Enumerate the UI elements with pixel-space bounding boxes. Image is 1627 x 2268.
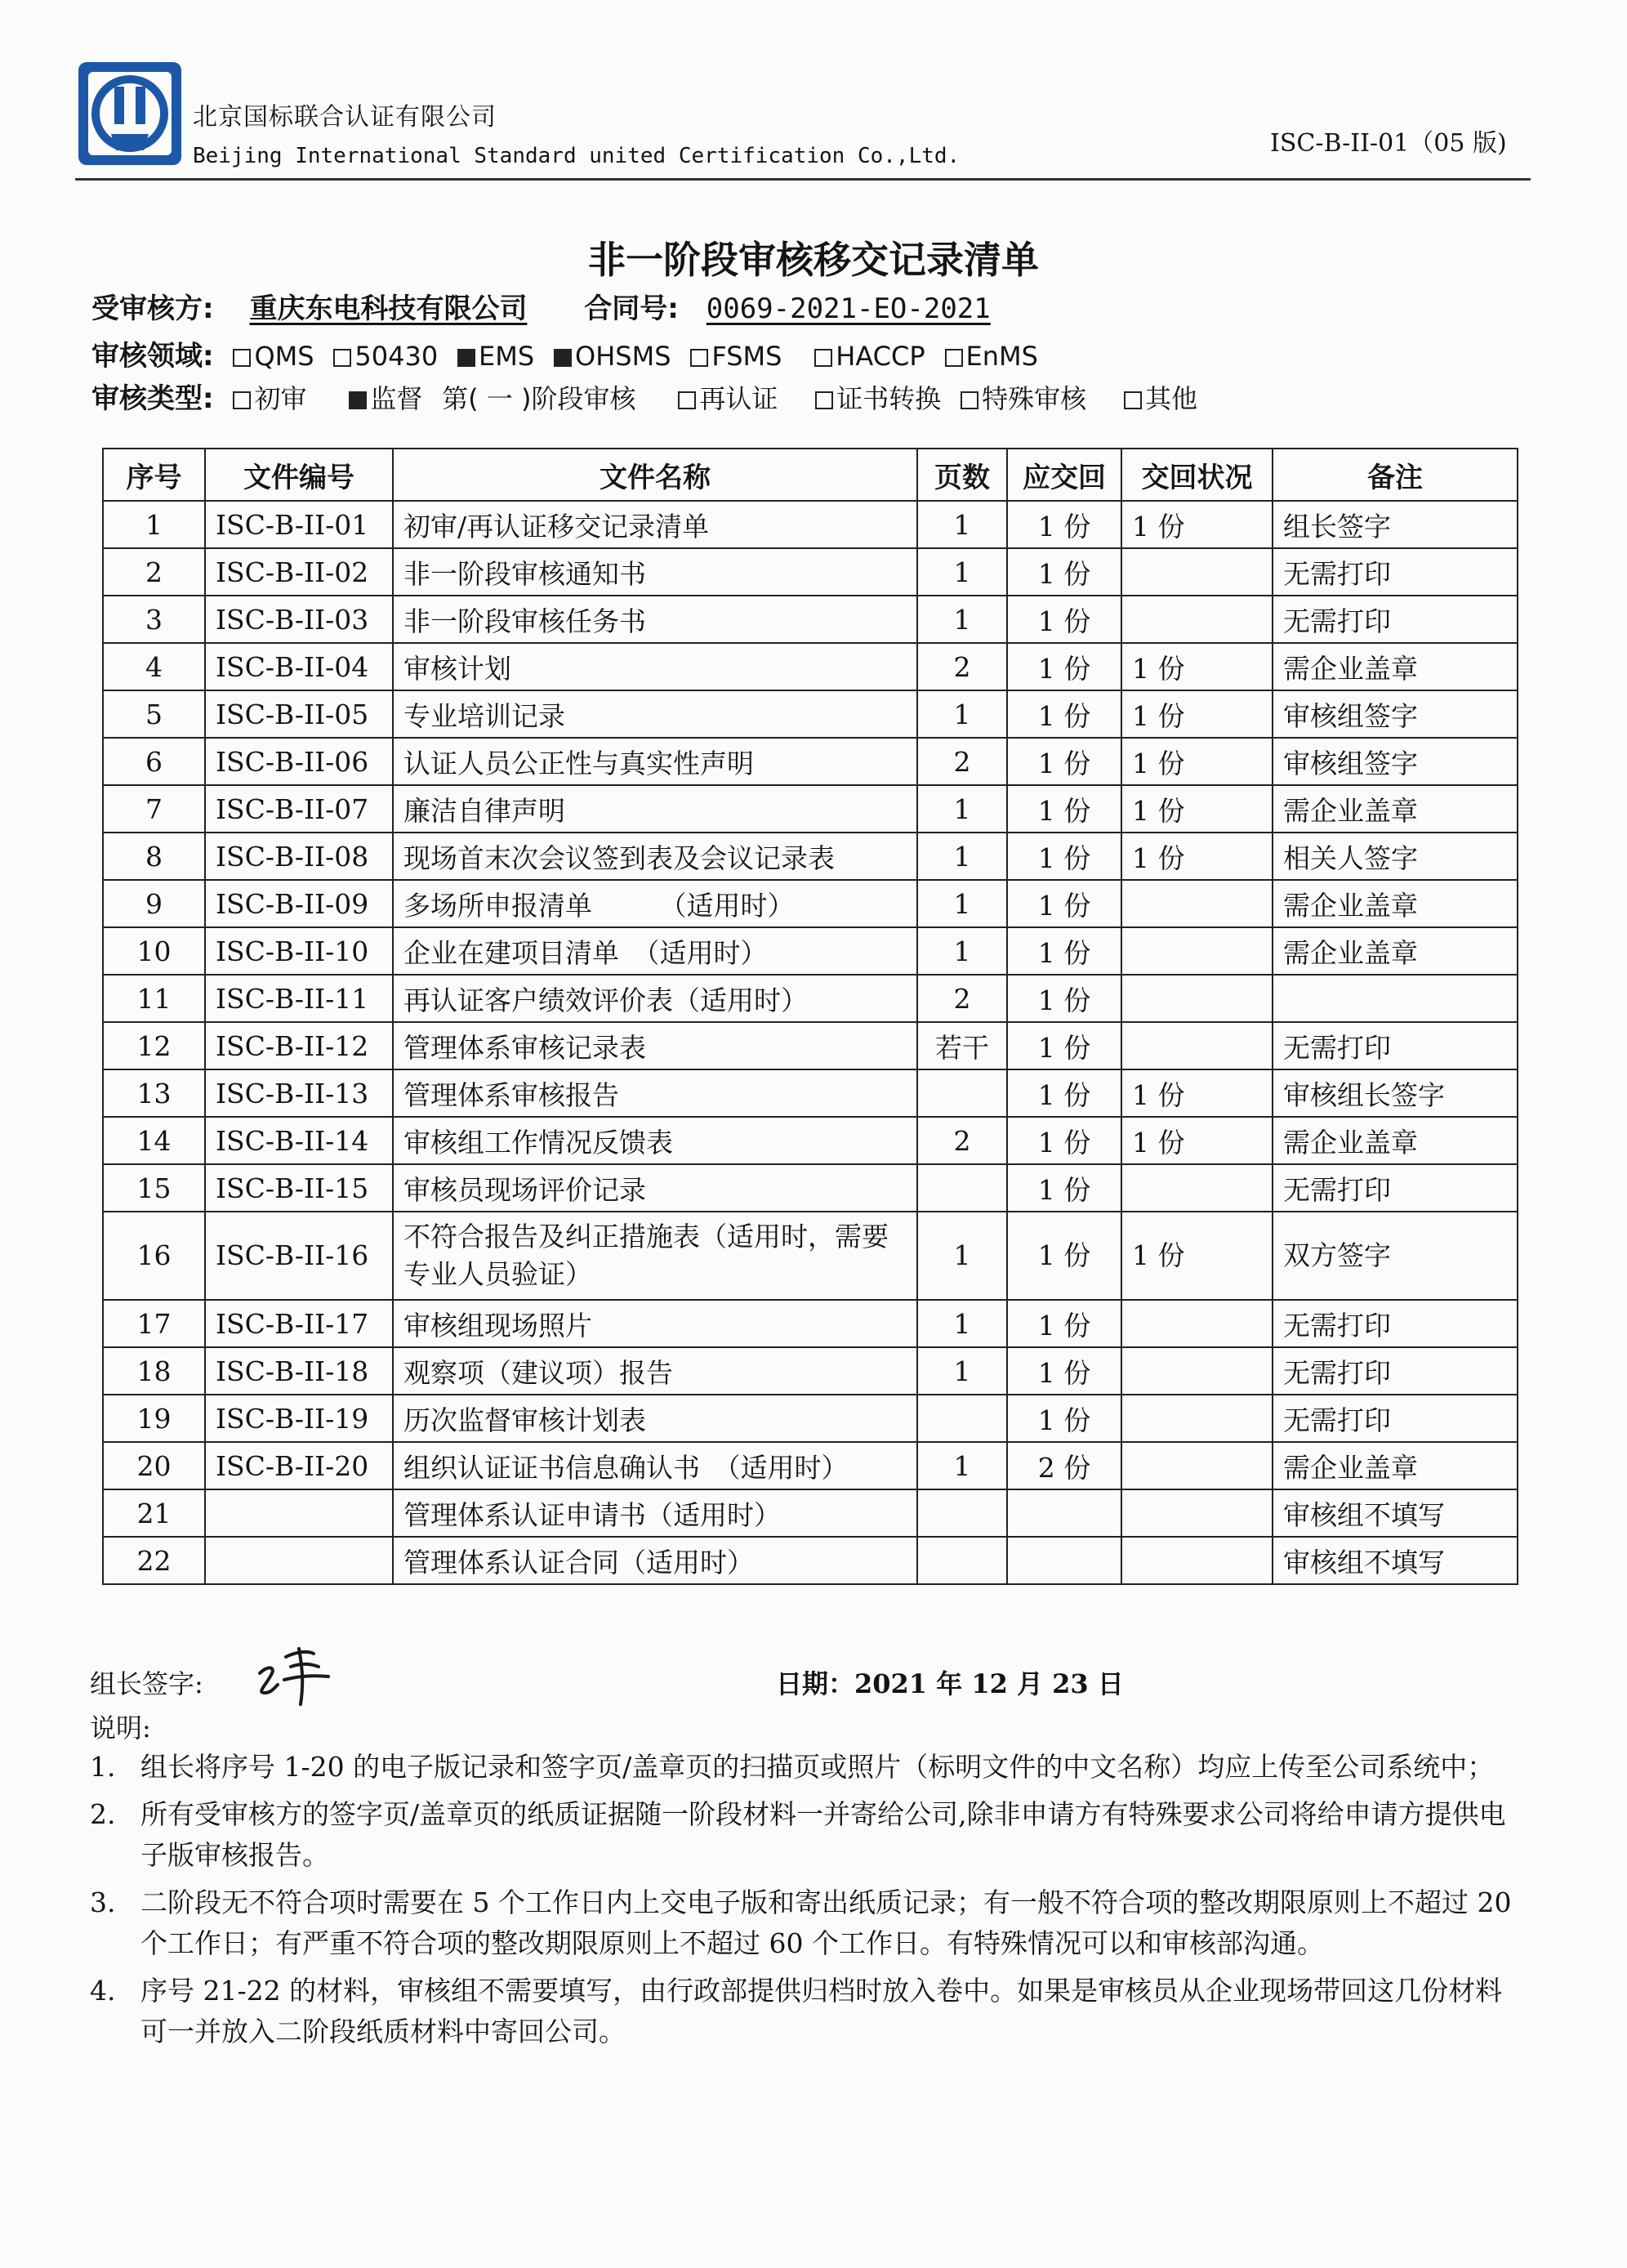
cell-doc-name: 组织认证证书信息确认书 （适用时） (393, 1442, 917, 1489)
cell-pages: 2 (917, 738, 1007, 785)
cell-seq: 16 (103, 1212, 205, 1300)
cell-return-status (1121, 1442, 1273, 1489)
cell-doc-no: ISC-B-II-12 (205, 1022, 393, 1069)
table-row (103, 738, 1518, 785)
cell-remark: 无需打印 (1273, 1347, 1518, 1395)
cell-return-status: 1 份 (1121, 643, 1273, 690)
header-seq: 序号 (103, 449, 205, 501)
cell-return-status: 1 份 (1121, 1212, 1273, 1300)
type-option-initial: 初审 (233, 383, 306, 414)
document-title: 非一阶段审核移交记录清单 (588, 238, 1039, 282)
cell-to-return: 1 份 (1007, 1395, 1121, 1442)
date-label: 日期：2021 年 12 月 23 日 (776, 1668, 1124, 1699)
cell-doc-name: 审核计划 (393, 643, 917, 690)
handover-record-table (102, 448, 1518, 1585)
auditee-line (91, 286, 1009, 326)
cell-return-status: 1 份 (1121, 501, 1273, 548)
cell-doc-name: 不符合报告及纠正措施表（适用时，需要专业人员验证） (393, 1212, 917, 1300)
cell-return-status: 1 份 (1121, 738, 1273, 785)
company-name-cn: 北京国标联合认证有限公司 (193, 103, 497, 132)
audit-type-label: 审核类型: (91, 382, 214, 415)
cell-doc-no: ISC-B-II-07 (205, 785, 393, 833)
checkbox-fsms-icon (690, 349, 708, 367)
cell-pages: 若干 (917, 1022, 1007, 1069)
cell-to-return: 1 份 (1007, 1300, 1121, 1347)
header-divider (75, 178, 1531, 181)
table-row (103, 1069, 1518, 1117)
cell-seq: 9 (103, 880, 205, 927)
header-doc-no: 文件编号 (205, 449, 393, 501)
cell-pages: 1 (917, 501, 1007, 548)
cell-doc-no: ISC-B-II-06 (205, 738, 393, 785)
cell-pages: 1 (917, 548, 1007, 596)
table-row (103, 1395, 1518, 1442)
cell-doc-name: 专业培训记录 (393, 690, 917, 738)
cell-remark: 无需打印 (1273, 1164, 1518, 1212)
cell-return-status (1121, 596, 1273, 643)
cell-remark: 无需打印 (1273, 1022, 1518, 1069)
cell-seq: 18 (103, 1347, 205, 1395)
cell-pages (917, 1069, 1007, 1117)
cell-return-status (1121, 1164, 1273, 1212)
table-row (103, 1537, 1518, 1584)
checkbox-transfer-icon (815, 391, 833, 409)
cell-seq: 12 (103, 1022, 205, 1069)
cell-seq: 22 (103, 1537, 205, 1584)
cell-to-return: 1 份 (1007, 643, 1121, 690)
table-row (103, 1347, 1518, 1395)
type-option-surveillance: 监督 (349, 383, 422, 414)
domain-option-fsms: FSMS (690, 341, 782, 372)
table-row (103, 1489, 1518, 1537)
cell-seq: 10 (103, 927, 205, 975)
cell-doc-name: 审核组工作情况反馈表 (393, 1117, 917, 1164)
cell-to-return: 1 份 (1007, 927, 1121, 975)
company-name-en: Beijing International Standard united Certification Co.,Ltd. (193, 144, 961, 168)
cell-doc-no: ISC-B-II-01 (205, 501, 393, 548)
note-item: 2. 所有受审核方的签字页/盖章页的纸质证据随一阶段材料一并寄给公司,除非申请方有特殊要求公司将给申请方提供电子版审核报告。 (90, 1798, 1506, 1871)
cell-doc-name: 非一阶段审核通知书 (393, 548, 917, 596)
document-code: ISC-B-II-01（05 版) (1270, 129, 1507, 158)
cell-return-status (1121, 1489, 1273, 1537)
cell-pages: 1 (917, 880, 1007, 927)
cell-to-return: 1 份 (1007, 1347, 1121, 1395)
cell-to-return: 1 份 (1007, 738, 1121, 785)
cell-return-status (1121, 1022, 1273, 1069)
checkbox-other-icon (1124, 391, 1142, 409)
checkbox-haccp-icon (814, 349, 832, 367)
cell-seq: 13 (103, 1069, 205, 1117)
cell-pages: 1 (917, 1347, 1007, 1395)
checkbox-50430-icon (333, 349, 351, 367)
note-item: 1. 组长将序号 1-20 的电子版记录和签字页/盖章页的扫描页或照片（标明文件的中文名称）均应上传至公司系统中； (90, 1751, 1495, 1783)
cell-doc-no: ISC-B-II-04 (205, 643, 393, 690)
cell-doc-name: 管理体系审核记录表 (393, 1022, 917, 1069)
cell-remark: 需企业盖章 (1273, 927, 1518, 975)
cell-remark: 需企业盖章 (1273, 785, 1518, 833)
table-row (103, 833, 1518, 880)
handwritten-signature (253, 1642, 343, 1708)
cell-doc-name: 现场首末次会议签到表及会议记录表 (393, 833, 917, 880)
cell-doc-name: 观察项（建议项）报告 (393, 1347, 917, 1395)
cell-pages (917, 1489, 1007, 1537)
company-logo-icon (75, 59, 185, 168)
cell-seq: 6 (103, 738, 205, 785)
cell-remark (1273, 975, 1518, 1022)
cell-doc-name: 多场所申报清单 （适用时） (393, 880, 917, 927)
cell-doc-name: 企业在建项目清单 （适用时） (393, 927, 917, 975)
domain-option-enms: EnMS (945, 341, 1038, 372)
cell-remark: 审核组签字 (1273, 738, 1518, 785)
table-row (103, 975, 1518, 1022)
cell-return-status: 1 份 (1121, 1069, 1273, 1117)
cell-remark: 审核组不填写 (1273, 1537, 1518, 1584)
cell-to-return: 1 份 (1007, 1164, 1121, 1212)
cell-doc-name: 非一阶段审核任务书 (393, 596, 917, 643)
checkbox-surveillance-checked-icon (349, 391, 367, 409)
cell-return-status (1121, 1395, 1273, 1442)
cell-remark: 双方签字 (1273, 1212, 1518, 1300)
cell-to-return: 1 份 (1007, 1212, 1121, 1300)
cell-pages: 2 (917, 1117, 1007, 1164)
cell-pages: 1 (917, 690, 1007, 738)
cell-pages: 1 (917, 1212, 1007, 1300)
checkbox-special-icon (961, 391, 978, 409)
cell-to-return: 1 份 (1007, 501, 1121, 548)
checkbox-initial-icon (233, 391, 251, 409)
cell-doc-no: ISC-B-II-14 (205, 1117, 393, 1164)
cell-to-return: 1 份 (1007, 690, 1121, 738)
header-remark: 备注 (1273, 449, 1518, 501)
note-item: 3. 二阶段无不符合项时需要在 5 个工作日内上交电子版和寄出纸质记录；有一般不符合项的整改期限原则上不超过 20 个工作日；有严重不符合项的整改期限原则上不超过 60 个工作日。有特殊情况可以和审核部沟通。 (90, 1886, 1512, 1959)
cell-seq: 4 (103, 643, 205, 690)
table-row (103, 785, 1518, 833)
cell-doc-no: ISC-B-II-08 (205, 833, 393, 880)
cell-to-return: 2 份 (1007, 1442, 1121, 1489)
cell-pages: 1 (917, 927, 1007, 975)
cell-doc-no: ISC-B-II-13 (205, 1069, 393, 1117)
cell-return-status (1121, 927, 1273, 975)
cell-to-return: 1 份 (1007, 833, 1121, 880)
cell-doc-no: ISC-B-II-19 (205, 1395, 393, 1442)
table-row (103, 880, 1518, 927)
cell-pages: 2 (917, 643, 1007, 690)
cell-return-status: 1 份 (1121, 785, 1273, 833)
cell-seq: 11 (103, 975, 205, 1022)
type-option-transfer: 证书转换 (815, 383, 941, 414)
cell-to-return: 1 份 (1007, 975, 1121, 1022)
cell-return-status: 1 份 (1121, 833, 1273, 880)
checkbox-enms-icon (945, 349, 963, 367)
contract-value: 0069-2021-EO-2021 (706, 292, 991, 325)
cell-doc-no: ISC-B-II-02 (205, 548, 393, 596)
auditee-label: 受审核方: (91, 292, 214, 325)
cell-seq: 20 (103, 1442, 205, 1489)
cell-remark: 审核组不填写 (1273, 1489, 1518, 1537)
cell-remark: 审核组签字 (1273, 690, 1518, 738)
cell-pages: 2 (917, 975, 1007, 1022)
cell-doc-name: 审核组现场照片 (393, 1300, 917, 1347)
cell-to-return (1007, 1537, 1121, 1584)
cell-pages: 1 (917, 785, 1007, 833)
cell-pages (917, 1395, 1007, 1442)
cell-pages: 1 (917, 596, 1007, 643)
type-stage: 第( 一 )阶段审核 (442, 383, 636, 414)
cell-doc-no: ISC-B-II-05 (205, 690, 393, 738)
cell-seq: 21 (103, 1489, 205, 1537)
cell-return-status (1121, 1537, 1273, 1584)
cell-pages (917, 1537, 1007, 1584)
cell-seq: 3 (103, 596, 205, 643)
cell-to-return: 1 份 (1007, 1022, 1121, 1069)
cell-doc-no: ISC-B-II-17 (205, 1300, 393, 1347)
cell-to-return: 1 份 (1007, 596, 1121, 643)
table-row (103, 1022, 1518, 1069)
cell-remark: 组长签字 (1273, 501, 1518, 548)
domain-option-haccp: HACCP (814, 341, 925, 372)
cell-doc-name: 历次监督审核计划表 (393, 1395, 917, 1442)
audit-domain-label: 审核领域: (91, 340, 214, 373)
cell-doc-name: 初审/再认证移交记录清单 (393, 501, 917, 548)
cell-seq: 8 (103, 833, 205, 880)
cell-to-return: 1 份 (1007, 1069, 1121, 1117)
checkbox-recert-icon (678, 391, 696, 409)
cell-seq: 17 (103, 1300, 205, 1347)
cell-doc-name: 廉洁自律声明 (393, 785, 917, 833)
table-header-row (103, 449, 1518, 501)
checkbox-qms-icon (233, 349, 251, 367)
cell-pages: 1 (917, 1442, 1007, 1489)
header-to-return: 应交回 (1007, 449, 1121, 501)
cell-to-return: 1 份 (1007, 880, 1121, 927)
cell-to-return: 1 份 (1007, 1117, 1121, 1164)
cell-remark: 无需打印 (1273, 596, 1518, 643)
cell-doc-name: 认证人员公正性与真实性声明 (393, 738, 917, 785)
cell-return-status (1121, 975, 1273, 1022)
cell-seq: 2 (103, 548, 205, 596)
cell-remark: 需企业盖章 (1273, 643, 1518, 690)
cell-seq: 19 (103, 1395, 205, 1442)
cell-doc-no (205, 1489, 393, 1537)
notes-title: 说明: (90, 1712, 151, 1743)
audit-domain-line (91, 333, 1038, 373)
cell-doc-no: ISC-B-II-20 (205, 1442, 393, 1489)
domain-option-ems: EMS (457, 341, 534, 372)
table-row (103, 1442, 1518, 1489)
audit-type-line (91, 376, 1197, 416)
domain-option-ohsms: OHSMS (554, 341, 671, 372)
cell-doc-no (205, 1537, 393, 1584)
cell-remark: 无需打印 (1273, 1395, 1518, 1442)
cell-remark: 无需打印 (1273, 548, 1518, 596)
cell-to-return (1007, 1489, 1121, 1537)
cell-doc-no: ISC-B-II-09 (205, 880, 393, 927)
note-item: 4. 序号 21-22 的材料，审核组不需要填写，由行政部提供归档时放入卷中。如果是审核员从企业现场带回这几份材料可一并放入二阶段纸质材料中寄回公司。 (90, 1975, 1503, 2047)
table-row (103, 596, 1518, 643)
cell-pages: 1 (917, 833, 1007, 880)
table-row (103, 548, 1518, 596)
cell-doc-name: 审核员现场评价记录 (393, 1164, 917, 1212)
header-doc-name: 文件名称 (393, 449, 917, 501)
cell-doc-no: ISC-B-II-18 (205, 1347, 393, 1395)
cell-return-status (1121, 880, 1273, 927)
cell-doc-name: 管理体系认证申请书（适用时） (393, 1489, 917, 1537)
type-option-recert: 再认证 (678, 383, 778, 414)
type-option-other: 其他 (1124, 383, 1197, 414)
cell-seq: 14 (103, 1117, 205, 1164)
table-row (103, 1117, 1518, 1164)
table-row (103, 1300, 1518, 1347)
cell-doc-name: 管理体系认证合同（适用时） (393, 1537, 917, 1584)
cell-pages: 1 (917, 1300, 1007, 1347)
cell-remark: 审核组长签字 (1273, 1069, 1518, 1117)
cell-doc-no: ISC-B-II-16 (205, 1212, 393, 1300)
table-row (103, 927, 1518, 975)
table-row (103, 501, 1518, 548)
table-row (103, 1212, 1518, 1300)
cell-to-return: 1 份 (1007, 548, 1121, 596)
cell-doc-name: 管理体系审核报告 (393, 1069, 917, 1117)
table-row (103, 690, 1518, 738)
cell-remark: 无需打印 (1273, 1300, 1518, 1347)
cell-doc-no: ISC-B-II-15 (205, 1164, 393, 1212)
table-row (103, 643, 1518, 690)
cell-return-status (1121, 1347, 1273, 1395)
cell-return-status: 1 份 (1121, 1117, 1273, 1164)
table-row (103, 1164, 1518, 1212)
cell-remark: 相关人签字 (1273, 833, 1518, 880)
checkbox-ems-checked-icon (457, 349, 475, 367)
contract-label: 合同号: (584, 292, 679, 325)
cell-return-status: 1 份 (1121, 690, 1273, 738)
cell-doc-name: 再认证客户绩效评价表（适用时） (393, 975, 917, 1022)
header-pages: 页数 (917, 449, 1007, 501)
cell-pages (917, 1164, 1007, 1212)
cell-doc-no: ISC-B-II-11 (205, 975, 393, 1022)
header-return-status: 交回状况 (1121, 449, 1273, 501)
cell-seq: 5 (103, 690, 205, 738)
cell-remark: 需企业盖章 (1273, 1442, 1518, 1489)
cell-return-status (1121, 1300, 1273, 1347)
domain-option-qms: QMS (233, 341, 314, 372)
leader-sign-label: 组长签字: (90, 1668, 203, 1699)
cell-seq: 7 (103, 785, 205, 833)
type-option-special: 特殊审核 (961, 383, 1086, 414)
cell-doc-no: ISC-B-II-03 (205, 596, 393, 643)
notes-list (90, 1747, 1527, 2059)
cell-remark: 需企业盖章 (1273, 880, 1518, 927)
auditee-value: 重庆东电科技有限公司 (249, 292, 528, 325)
checkbox-ohsms-checked-icon (554, 349, 572, 367)
cell-doc-no: ISC-B-II-10 (205, 927, 393, 975)
cell-to-return: 1 份 (1007, 785, 1121, 833)
cell-remark: 需企业盖章 (1273, 1117, 1518, 1164)
cell-return-status (1121, 548, 1273, 596)
cell-seq: 15 (103, 1164, 205, 1212)
cell-seq: 1 (103, 501, 205, 548)
domain-option-50430: 50430 (333, 341, 438, 372)
